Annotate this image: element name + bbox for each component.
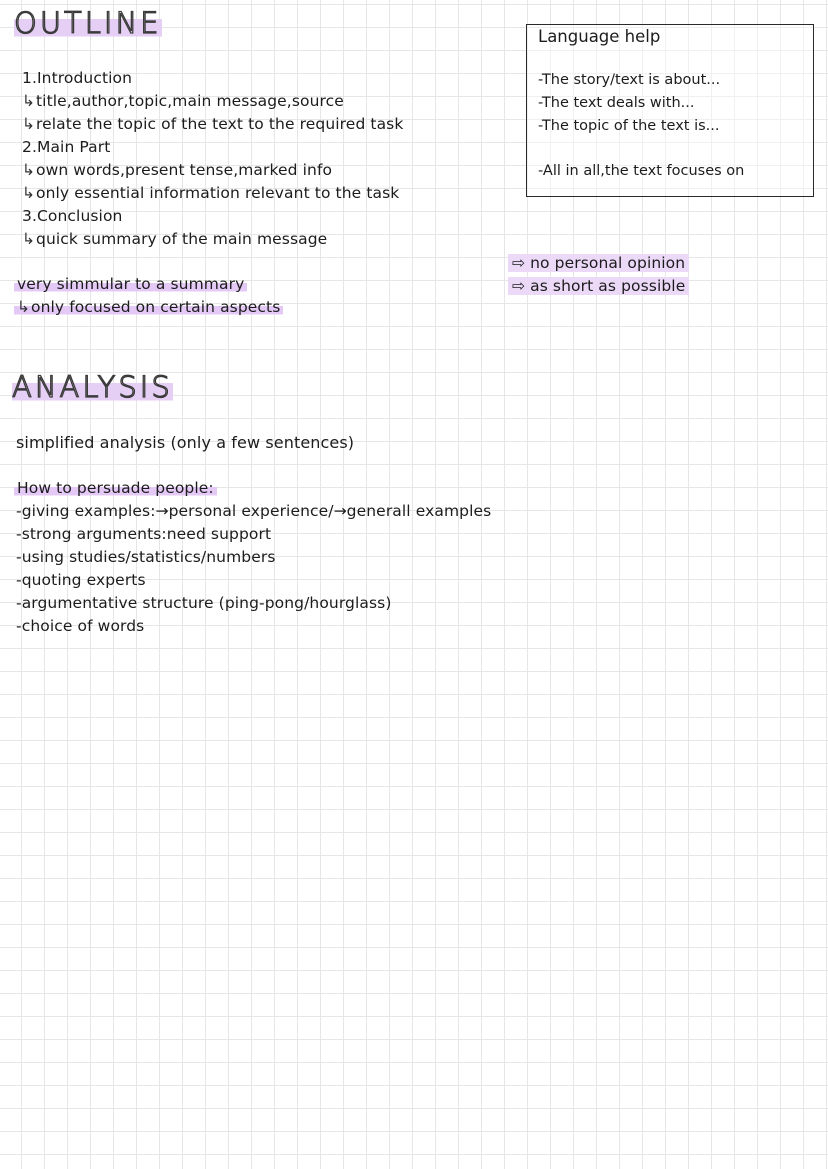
language-help-box — [526, 24, 814, 197]
persuade-title: How to persuade people: — [14, 477, 217, 500]
outline-item: ↳title,author,topic,main message,source — [22, 92, 344, 110]
language-phrase: -The story/text is about... — [538, 72, 721, 88]
analysis-subtitle: simplified analysis (only a few sentences) — [16, 433, 355, 452]
persuade-item: -strong arguments:need support — [16, 525, 272, 543]
outline-heading: OUTLINE — [14, 6, 162, 40]
outline-item: 1.Introduction — [22, 69, 133, 87]
language-help-title: Language help — [538, 27, 661, 46]
similar-note: very simmular to a summary — [14, 273, 247, 296]
persuade-item: -giving examples:→personal experience/→generall examples — [16, 502, 492, 520]
persuade-item: -argumentative structure (ping-pong/hourglass) — [16, 594, 392, 612]
analysis-heading: ANALYSIS — [12, 370, 173, 404]
language-phrase: -All in all,the text focuses on — [538, 163, 745, 179]
note-no-opinion: ⇨ no personal opinion — [508, 252, 689, 275]
outline-item: ↳quick summary of the main message — [22, 230, 328, 248]
outline-item: 2.Main Part — [22, 138, 111, 156]
note-short: ⇨ as short as possible — [508, 275, 689, 298]
persuade-item: -quoting experts — [16, 571, 146, 589]
outline-item: 3.Conclusion — [22, 207, 123, 225]
outline-item: ↳only essential information relevant to the task — [22, 184, 400, 202]
language-phrase: -The text deals with... — [538, 95, 695, 111]
outline-item: ↳relate the topic of the text to the required task — [22, 115, 404, 133]
persuade-item: -using studies/statistics/numbers — [16, 548, 276, 566]
outline-item: ↳own words,present tense,marked info — [22, 161, 333, 179]
language-phrase: -The topic of the text is... — [538, 118, 720, 134]
focused-note: ↳only focused on certain aspects — [14, 296, 283, 319]
arrow-right-icon: ⇨ — [512, 277, 526, 295]
persuade-item: -choice of words — [16, 617, 145, 635]
arrow-right-icon: ⇨ — [512, 254, 526, 272]
